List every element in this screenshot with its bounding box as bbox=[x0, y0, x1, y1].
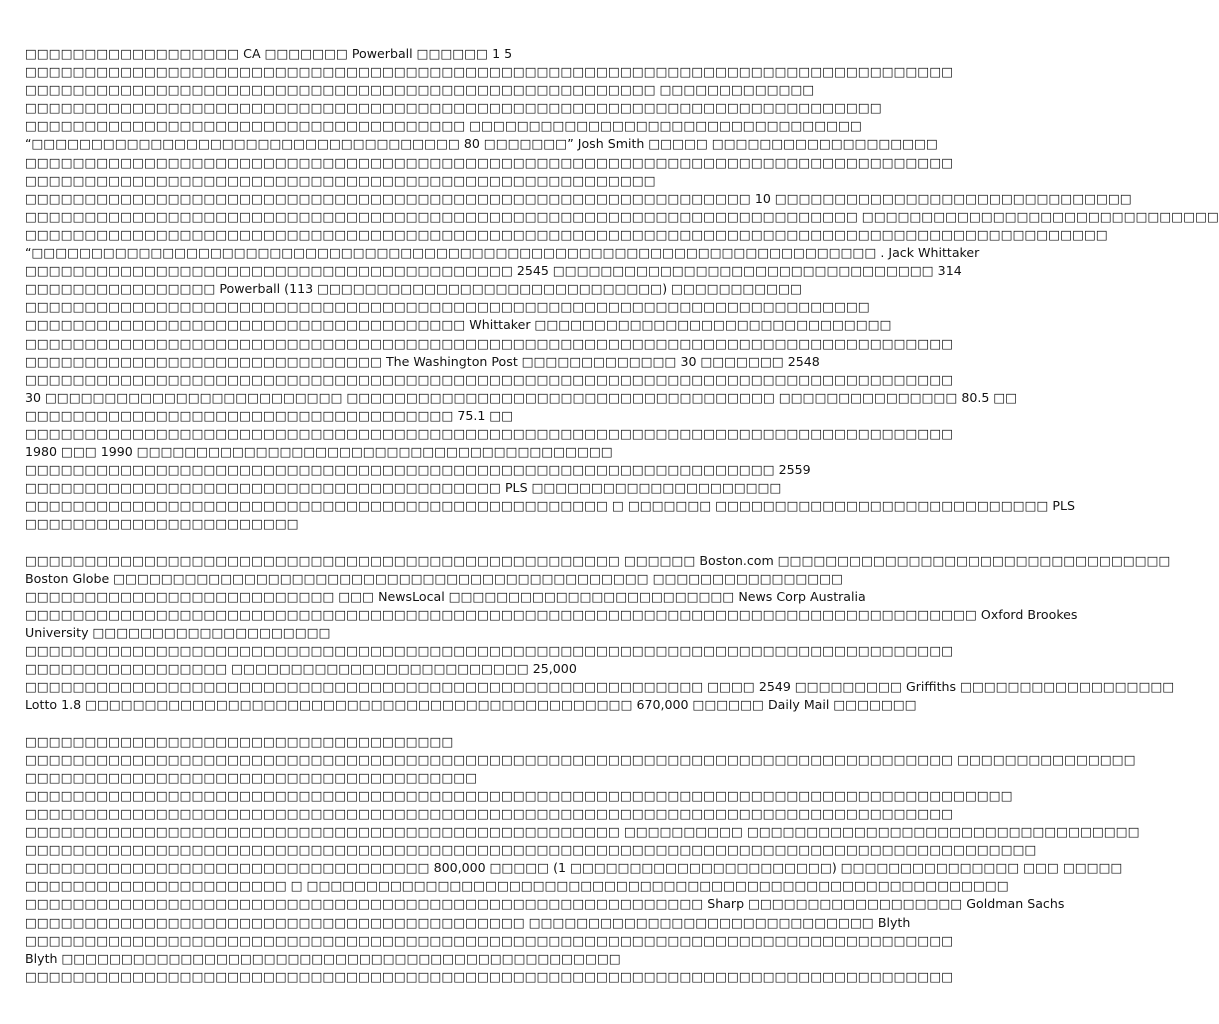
text-line: 30 □□□□□□□□□□□□□□□□□□□□□□□□□ □□□□□□□□□□□□□□□□□□□□□□□□□□□□□□□□□□□□ □□□□□□□□□□□□□□□ 80.5 □□ bbox=[25, 389, 1018, 405]
text-line: □□□□□□□□□□□□□□□□□□□□□□□□□□□□□□□□□□□□□□□□□□□□□□□□□□□□□□□□□□□□□□□□□□□□□□□□□□□□□□ bbox=[25, 335, 954, 351]
text-line: “□□□□□□□□□□□□□□□□□□□□□□□□□□□□□□□□□□□□□□□□□□□□□□□□□□□□□□□□□□□□□□□□□□□□□□□ . Jack Whittaker bbox=[25, 245, 980, 261]
text-line: □□□□□□□□□□□□□□□□□□□□□□□□□□□□□□□□□□□□□□□□□ 2545 □□□□□□□□□□□□□□□□□□□□□□□□□□□□□□□□ 314 bbox=[25, 263, 962, 279]
text-line: □□□□□□□□□□□□□□□□□□□□□□□□□□□□□□□□□□□□□□□□□□□□□□□□□□ □□□□□□ Boston.com □□□□□□□□□□□□□□□□□□□□□□□□□□□□□□□□□ bbox=[25, 552, 1171, 568]
paragraph-gap bbox=[25, 714, 743, 732]
text-line: □□□□□□□□□□□□□□□□□□ CA □□□□□□□ Powerball □□□□□□ 1 5 bbox=[25, 46, 513, 61]
text-line: □□□□□□□□□□□□□□□□□□□□□□□□□□□□□□□□□□□□□□□□□□□□□□□□□□□□□□□□□□□□□□□□□□□□□□□□□□□□□□□□□□□□□ bbox=[25, 842, 1037, 858]
text-line: □□□□□□□□□□□□□□□□□□□□□□□□□□□□□□□□□□□□□□□□□□□□□□□□□ □ □□□□□□□ □□□□□□□□□□□□□□□□□□□□□□□□□□□□ PLS bbox=[25, 498, 1076, 514]
text-line: □□□□□□□□□□□□□□□□□□□□□□□□□□□□□□□□□□□□□□□□□□□□□□□□□□□□□□□□□□□□□□□□□□□□□□□□□□□□□□ bbox=[25, 371, 954, 387]
text-line: Boston Globe □□□□□□□□□□□□□□□□□□□□□□□□□□□□□□□□□□□□□□□□□□□□□ □□□□□□□□□□□□□□□□ bbox=[25, 570, 844, 586]
text-line: □□□□□□□□□□□□□□□□□□□□□□□□□□□□□□□□□□□□□□□□□□□□□□□□□□□□□□□□□□□□□□□□□□□□□□□□□□□□□□ bbox=[25, 64, 954, 80]
text-line: □□□□□□□□□□□□□□□□□□□□□□□□□□□□□□□□□□□□ 75.1 □□ bbox=[25, 407, 514, 423]
text-line: □□□□□□□□□□□□□□□□□□□□□□□□□□□□□□□□□□□□□□□□□□□□□□□□□□□□□□□□□□□□□□□ 2559 bbox=[25, 462, 811, 478]
text-line: □□□□□□□□□□□□□□□□□□□□□□□□□□□□□□□□□□□□□□□□□□□□□□□□□□□□□□□□□□□□□□□□□□□□□□□□□□□□□□ bbox=[25, 425, 954, 441]
text-line: □□□□□□□□□□□□□□□□□□□□□□□□□□□□□□□□□□□□□□□□□□□□□□□□□□□□□□□□□□□□□□□□□□□□□□□□□□□□□□ bbox=[25, 805, 954, 821]
text-line: □□□□□□□□□□□□□□□□□□□□□□□□□□□□□□□□□□□□□□□□□□□□□□□□□□□□□□□□□□□□□ 10 □□□□□□□□□□□□□□□□□□□□□□□□□□□□□□ bbox=[25, 190, 1132, 206]
text-line: □□□□□□□□□□□□□□□□□□□□□□□□□□□□□□□□□□□□□ Whittaker □□□□□□□□□□□□□□□□□□□□□□□□□□□□□□ bbox=[25, 317, 892, 333]
text-line: □□□□□□□□□□□□□□□□□□□□□□□□□□□□□□□□□□□□□□□□□□□□□□□□□□□□□□□□□□□□□□□□□□□□□□□□□□□□□□ □□□□□□□□□□□□□□□ bbox=[25, 751, 1136, 767]
text-line: □□□□□□□□□□□□□□□□□□□□□□□□□□□□□□□□□□□□□□□□□□□□□□□□□□□□□□□□□□□□□□□□□□□□□□□□□□□□□□□□□□□□□□□□□□□ bbox=[25, 226, 1108, 242]
text-line: “□□□□□□□□□□□□□□□□□□□□□□□□□□□□□□□□□□□□ 80 □□□□□□□” Josh Smith □□□□□ □□□□□□□□□□□□□□□□□□□ bbox=[25, 136, 938, 152]
text-line: □□□□□□□□□□□□□□□□□□□□□□□ bbox=[25, 516, 299, 532]
text-line: □□□□□□□□□□□□□□□□□□□□□□□□□□□□□□□□□□□□ bbox=[25, 733, 454, 749]
text-line: □□□□□□□□□□□□□□□□□□□□□□□□□□□□□□□□□□ 800,000 □□□□□ (1 □□□□□□□□□□□□□□□□□□□□□□) □□□□□□□□□□□□□□□ □□□ □□□□□ bbox=[25, 860, 1123, 876]
text-line: □□□□□□□□□□□□□□□□□□□□□□□□□□□□□□□□□□□□□□□□□□□□□□□□□□□□□□□□□□□□□□□□□□□□□□□□ bbox=[25, 100, 882, 116]
text-line: □□□□□□□□□□□□□□□□□□□□□□□□□□□□□□□□□□□□□□□□□□□□□□□□□□□□□□□□□□□□□□□□□□□□□□□□□□□□□□ bbox=[25, 154, 954, 170]
text-line: 1980 □□□ 1990 □□□□□□□□□□□□□□□□□□□□□□□□□□□□□□□□□□□□□□□□ bbox=[25, 444, 613, 460]
text-line: □□□□□□□□□□□□□□□□□□□□□□□□□□□□□□□□□□□□□□□□□□□□□□□□□□□□□□□□□□□□□□□□□□□□□□□□□□□□□□□□ Oxford Brookes bbox=[25, 606, 1078, 622]
text-line: □□□□□□□□□□□□□□□□□□□□□□ □ □□□□□□□□□□□□□□□□□□□□□□□□□□□□□□□□□□□□□□□□□□□□□□□□□□□□□□□□□□□ bbox=[25, 878, 1009, 894]
paragraph-gap bbox=[25, 534, 743, 552]
text-line: □□□□□□□□□□□□□□□□□□□□□□□□□□ □□□ NewsLocal □□□□□□□□□□□□□□□□□□□□□□□□ News Corp Australia bbox=[25, 588, 866, 604]
text-line: □□□□□□□□□□□□□□□□□□□□□□□□□□□□□□□□□□□□□□□□□□□□□□□□□□ □□□□□□□□□□ □□□□□□□□□□□□□□□□□□□□□□□□□□□□□□□□□ bbox=[25, 824, 1140, 840]
text-line: University □□□□□□□□□□□□□□□□□□□□ bbox=[25, 625, 331, 640]
paragraph-1 bbox=[25, 45, 1219, 534]
text-line: □□□□□□□□□□□□□□□□□□□□□□□□□□□□□□□□□□□□□□□□□□□□□□□□□□□□□□□□□□□□□□□□□□□□□□□ bbox=[25, 299, 870, 315]
text-line: □□□□□□□□□□□□□□□□□□□□□□□□□□□□□□□□□□□□□□□□□□□□□□□□□□□□□□□□□□□□□□□□□□□□□□□□□□□□□□□□□□□ bbox=[25, 787, 1013, 803]
document-body bbox=[25, 45, 1219, 986]
text-line: □□□□□□□□□□□□□□□□□□□□□□□□□□□□□□□□□□□□□□□□ PLS □□□□□□□□□□□□□□□□□□□□□ bbox=[25, 480, 782, 496]
text-line: □□□□□□□□□□□□□□□□□□□□□□□□□□□□□□ The Washington Post □□□□□□□□□□□□□ 30 □□□□□□□ 2548 bbox=[25, 353, 820, 369]
text-line: □□□□□□□□□□□□□□□□□□□□□□□□□□□□□□□□□□□□□□□□□□□□□□□□□□□□□□□□□□□□□□□□□□□□□□□□□□□□□□ bbox=[25, 932, 954, 948]
paragraph-3 bbox=[25, 733, 1140, 986]
text-line: □□□□□□□□□□□□□□□□□□□□□□□□□□□□□□□□□□□□□ □□□□□□□□□□□□□□□□□□□□□□□□□□□□□□□□□ bbox=[25, 118, 862, 134]
text-line: □□□□□□□□□□□□□□□□□ □□□□□□□□□□□□□□□□□□□□□□□□□ 25,000 bbox=[25, 661, 577, 677]
paragraph-2 bbox=[25, 552, 1175, 715]
text-line: □□□□□□□□□□□□□□□□□□□□□□□□□□□□□□□□□□□□□□□□□□ □□□□□□□□□□□□□□□□□□□□□□□□□□□□□ Blyth bbox=[25, 914, 911, 930]
text-line: □□□□□□□□□□□□□□□□□□□□□□□□□□□□□□□□□□□□□□□□□□□□□□□□□□□□□□□□□ □□□□ 2549 □□□□□□□□□ Griffiths □□□□□□□□□□□□□□□□□□ bbox=[25, 679, 1175, 695]
text-line: □□□□□□□□□□□□□□□□□□□□□□□□□□□□□□□□□□□□□□□□□□□□□□□□□□□□□ bbox=[25, 172, 656, 188]
text-line: Blyth □□□□□□□□□□□□□□□□□□□□□□□□□□□□□□□□□□□□□□□□□□□□□□□ bbox=[25, 950, 621, 966]
text-line: □□□□□□□□□□□□□□□□ Powerball (113 □□□□□□□□□□□□□□□□□□□□□□□□□□□□□) □□□□□□□□□□□ bbox=[25, 281, 802, 297]
text-line: □□□□□□□□□□□□□□□□□□□□□□□□□□□□□□□□□□□□□□□□□□□□□□□□□□□□□ □□□□□□□□□□□□□ bbox=[25, 82, 815, 98]
text-line: □□□□□□□□□□□□□□□□□□□□□□□□□□□□□□□□□□□□□□□□□□□□□□□□□□□□□□□□□□□□□□□□□□□□□□□□□□□□□□ bbox=[25, 643, 954, 659]
text-line: □□□□□□□□□□□□□□□□□□□□□□□□□□□□□□□□□□□□□□□□□□□□□□□□□□□□□□□□□□□□□□□□□□□□□□ □□□□□□□□□□□□□□□□□□□□□□□□□□□□□□ bbox=[25, 208, 1219, 224]
text-line: Lotto 1.8 □□□□□□□□□□□□□□□□□□□□□□□□□□□□□□□□□□□□□□□□□□□□□□ 670,000 □□□□□□ Daily Mail □□□□□□□ bbox=[25, 697, 917, 713]
text-line: □□□□□□□□□□□□□□□□□□□□□□□□□□□□□□□□□□□□□□□□□□□□□□□□□□□□□□□□□□□□□□□□□□□□□□□□□□□□□□ bbox=[25, 968, 954, 984]
text-line: □□□□□□□□□□□□□□□□□□□□□□□□□□□□□□□□□□□□□□□□□□□□□□□□□□□□□□□□□ Sharp □□□□□□□□□□□□□□□□□□ Goldman Sachs bbox=[25, 896, 1065, 912]
text-line: □□□□□□□□□□□□□□□□□□□□□□□□□□□□□□□□□□□□□□ bbox=[25, 769, 478, 785]
